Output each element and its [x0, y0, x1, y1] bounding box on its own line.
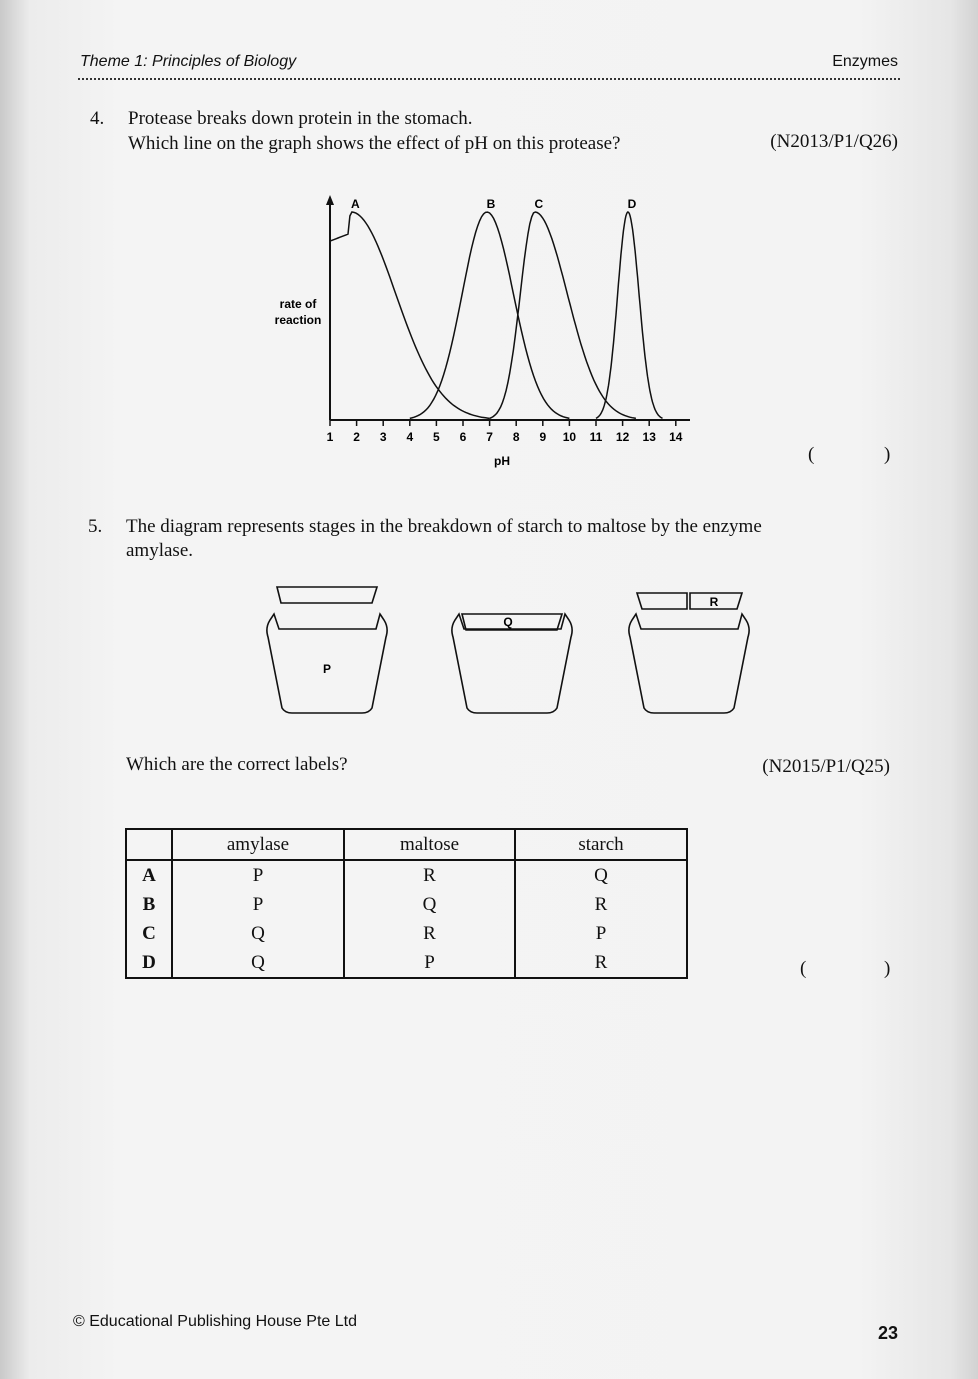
table-cell: R	[344, 919, 515, 948]
question-5-prompt: Which are the correct labels?	[126, 754, 348, 775]
option-letter: C	[126, 919, 172, 948]
x-tick-label: 8	[512, 430, 520, 444]
x-tick-label: 4	[406, 430, 414, 444]
x-tick-label: 12	[615, 430, 630, 444]
header-divider	[78, 78, 900, 80]
question-5-stem-line2: amylase.	[126, 540, 194, 561]
curves	[330, 212, 663, 418]
ph-rate-graph	[260, 185, 710, 475]
curve-labels	[351, 197, 637, 211]
page-number: 23	[877, 1323, 898, 1343]
curve-label-a: A	[350, 197, 360, 211]
label-p: P	[322, 662, 332, 676]
question-4-stem-line2: Which line on the graph shows the effect of pH on this protease?	[128, 133, 621, 154]
table-cell: P	[344, 948, 515, 978]
curve-b	[410, 212, 570, 418]
y-axis-label-line2: reaction	[274, 313, 322, 327]
question-4-number: 4.	[90, 108, 105, 129]
label-r: R	[709, 595, 719, 609]
table-cell: R	[515, 948, 687, 978]
option-letter: B	[126, 890, 172, 919]
product-block-left	[637, 593, 687, 609]
y-axis-arrowhead	[326, 195, 334, 205]
running-header-theme: Theme 1: Principles of Biology	[80, 53, 297, 70]
table-cell: P	[172, 860, 344, 890]
x-tick-label: 10	[562, 430, 577, 444]
x-tick-label: 9	[539, 430, 547, 444]
x-tick-label: 13	[642, 430, 656, 444]
enzyme-shape	[629, 614, 749, 713]
curve-a	[330, 212, 490, 418]
x-tick-label: 5	[433, 430, 440, 444]
table-header-cell: amylase	[172, 829, 344, 860]
table-cell: P	[172, 890, 344, 919]
question-4-answer-close: )	[884, 444, 891, 465]
question-4-stem-line1: Protease breaks down protein in the stomach.	[128, 108, 473, 129]
curve-c	[490, 212, 636, 418]
stage-3	[629, 593, 749, 713]
stage-2	[452, 614, 572, 713]
table-row	[126, 948, 687, 978]
table-row	[126, 919, 687, 948]
y-axis-label-line1: rate of	[279, 297, 317, 311]
table-header-cell: maltose	[344, 829, 515, 860]
label-q: Q	[503, 615, 513, 629]
table-cell: Q	[172, 948, 344, 978]
curve-d	[596, 212, 663, 418]
table-cell: Q	[172, 919, 344, 948]
table-header-cell: starch	[515, 829, 687, 860]
question-5-number: 5.	[88, 516, 103, 537]
curve-label-c: C	[534, 197, 544, 211]
table-cell: P	[515, 919, 687, 948]
x-tick-label: 3	[379, 430, 387, 444]
question-4-reference: (N2013/P1/Q26)	[770, 131, 898, 152]
table-header-row	[126, 829, 687, 860]
table-cell: Q	[344, 890, 515, 919]
substrate-block	[277, 587, 377, 603]
table-row	[126, 860, 687, 890]
question-5-answer-open: (	[800, 958, 807, 979]
answer-options-table	[125, 828, 688, 979]
x-tick-label: 6	[459, 430, 467, 444]
table-header-cell	[126, 829, 172, 860]
question-5-answer-close: )	[884, 958, 891, 979]
question-4-answer-open: (	[808, 444, 815, 465]
table-row	[126, 890, 687, 919]
option-letter: D	[126, 948, 172, 978]
table-cell: R	[344, 860, 515, 890]
x-axis-label: pH	[494, 454, 510, 468]
question-5-reference: (N2015/P1/Q25)	[762, 756, 890, 777]
footer-copyright: © Educational Publishing House Pte Ltd	[73, 1313, 357, 1330]
curve-label-d: D	[627, 197, 637, 211]
x-tick-label: 14	[669, 430, 683, 444]
running-header-chapter: Enzymes	[832, 53, 898, 70]
table-cell: Q	[515, 860, 687, 890]
curve-label-b: B	[486, 197, 496, 211]
question-5-stem-line1: The diagram represents stages in the breakdown of starch to maltose by the enzyme	[126, 516, 762, 537]
table-cell: R	[515, 890, 687, 919]
x-axis-tick-labels	[327, 430, 683, 444]
enzyme-stages-diagram	[255, 580, 765, 720]
option-letter: A	[126, 860, 172, 890]
x-tick-label: 11	[589, 430, 603, 444]
x-tick-label: 7	[486, 430, 493, 444]
x-tick-label: 1	[326, 430, 334, 444]
stage-1	[267, 587, 387, 713]
x-tick-label: 2	[353, 430, 360, 444]
